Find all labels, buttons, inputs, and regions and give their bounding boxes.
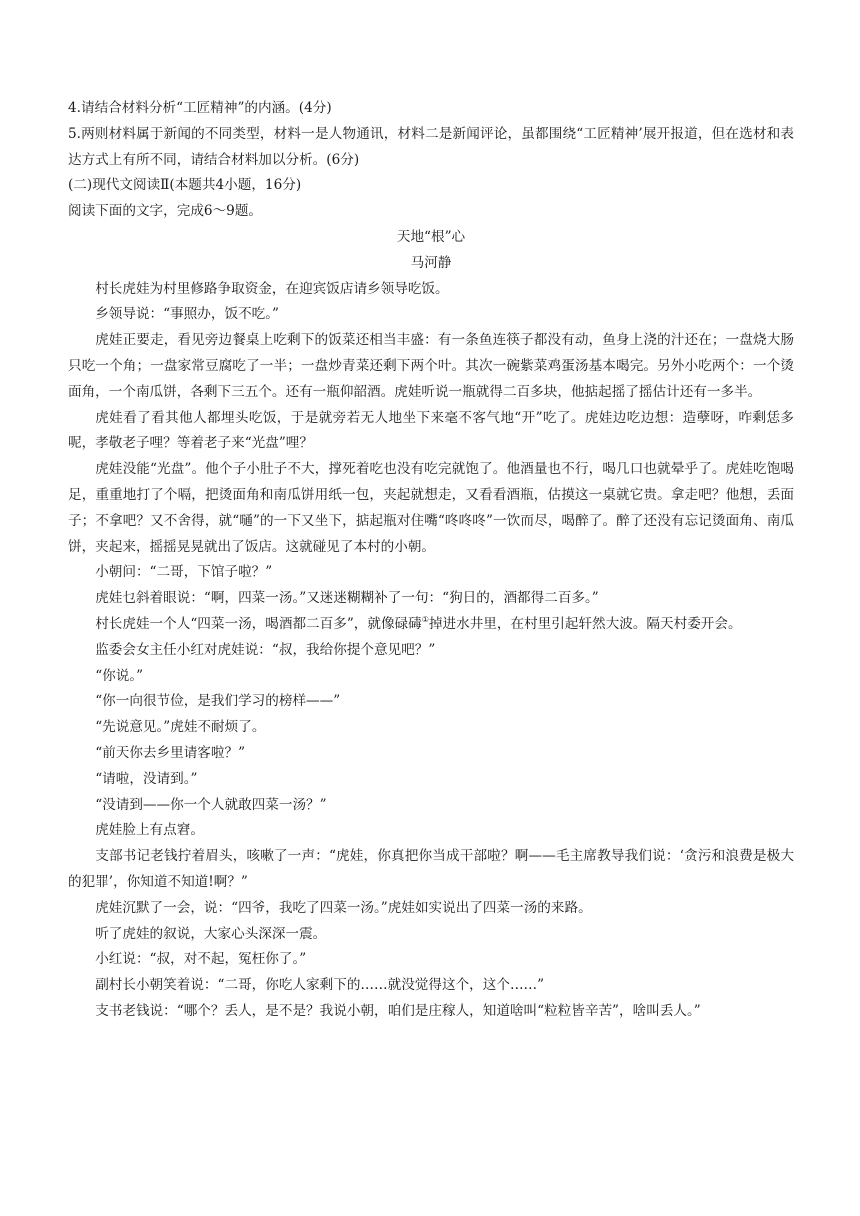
reading-instruction: 阅读下面的文字，完成6～9题。 [68,203,263,220]
paragraph: 虎娃脸上有点窘。 [95,822,204,839]
paragraph: 村长虎娃一个人“四菜一汤，喝酒都二百多”，就像碌碡①掉进水井里，在村里引起轩然大波。隔天村委开会。 [95,614,742,632]
document-page [68,96,794,1025]
paragraph: 乡领导说：“事照办，饭不吃。” [95,306,280,323]
section-heading: (二)现代文阅读Ⅱ(本题共4小题，16分) [68,177,302,194]
story-author: 马河静 [410,254,452,271]
paragraph: “没请到——你一个人就敢四菜一汤？” [95,796,327,813]
story-title: 天地“根”心 [396,228,466,245]
question-4: 4.请结合材料分析“工匠精神”的内涵。(4分) [68,100,332,116]
paragraph: 虎娃正要走，看见旁边餐桌上吃剩下的饭菜还相当丰盛：有一条鱼连筷子都没有动，鱼身上浇的汁还在；一盘烧大肠只吃一个角；一盘家常豆腐吃了一半；一盘炒青菜还剩下两个叶。其次一碗紫菜鸡蛋汤基本喝完。另外小吃两个：一个烫面角，一个南瓜饼，各剩下三五个。还有一瓶仰韶酒。虎娃听说一瓶就得二百多块，他掂起摇了摇估计还有一多半。 [68,332,794,400]
paragraph: “请啦，没请到。” [95,770,198,787]
paragraph: 虎娃乜斜着眼说：“啊，四菜一汤。”又迷迷糊糊补了一句：“狗日的，酒都得二百多。” [95,590,599,607]
paragraph: 虎娃沉默了一会，说：“四爷，我吃了四菜一汤。”虎娃如实说出了四菜一汤的来路。 [95,899,592,916]
paragraph: “前天你去乡里请客啦？” [95,744,246,761]
footnote-marker: ① [421,614,429,624]
paragraph: 村长虎娃为村里修路争取资金，在迎宾饭店请乡领导吃饭。 [95,280,449,297]
paragraph: 小红说：“叔，对不起，冤枉你了。” [95,951,307,968]
paragraph: 副村长小朝笑着说：“二哥，你吃人家剩下的……就没觉得这个，这个……” [95,977,545,994]
paragraph: “你一向很节俭，是我们学习的榜样——” [95,693,341,710]
question-5: 5.两则材料属于新闻的不同类型，材料一是人物通讯，材料二是新闻评论，虽都围绕“工匠精神’展开报道，但在选材和表达方式上有所不同，请结合材料加以分析。(6分) [68,125,794,168]
paragraph: 小朝问：“二哥，下馆子啦？” [95,564,273,581]
paragraph: “你说。” [95,667,144,684]
paragraph: 虎娃没能“光盘”。他个子小肚子不大，撑死着吃也没有吃完就饱了。他酒量也不行，喝几口也就晕乎了。虎娃吃饱喝足，重重地打了个嗝，把烫面角和南瓜饼用纸一包，夹起就想走，又看看酒瓶，估摸这一桌就它贵。拿走吧？他想，丢面子；不拿吧？又不舍得，就“嗵”的一下又坐下，掂起瓶对住嘴“咚咚咚”一饮而尽，喝醉了。醉了还没有忘记烫面角、南瓜饼，夹起来，摇摇晃晃就出了饭店。这就碰见了本村的小朝。 [68,461,794,555]
paragraph: 支书老钱说：“哪个？丢人，是不是？我说小朝，咱们是庄稼人，知道啥叫“粒粒皆辛苦”，啥叫丢人。” [95,1002,701,1019]
paragraph: 监委会女主任小红对虎娃说：“叔，我给你提个意见吧？” [95,641,436,658]
paragraph: 虎娃看了看其他人都埋头吃饭，于是就旁若无人地坐下来毫不客气地“开”吃了。虎娃边吃边想：造孽呀，咋剩恁多呢，孝敬老子哩？等着老子来“光盘”哩？ [68,409,794,452]
paragraph: 听了虎娃的叙说，大家心头深深一震。 [95,925,327,942]
paragraph: “先说意见。”虎娃不耐烦了。 [95,719,266,736]
paragraph: 支部书记老钱拧着眉头，咳嗽了一声：“虎娃，你真把你当成干部啦？啊——毛主席教导我们说：‘贪污和浪费是极大的犯罪’，你知道不知道!啊？” [68,848,794,890]
